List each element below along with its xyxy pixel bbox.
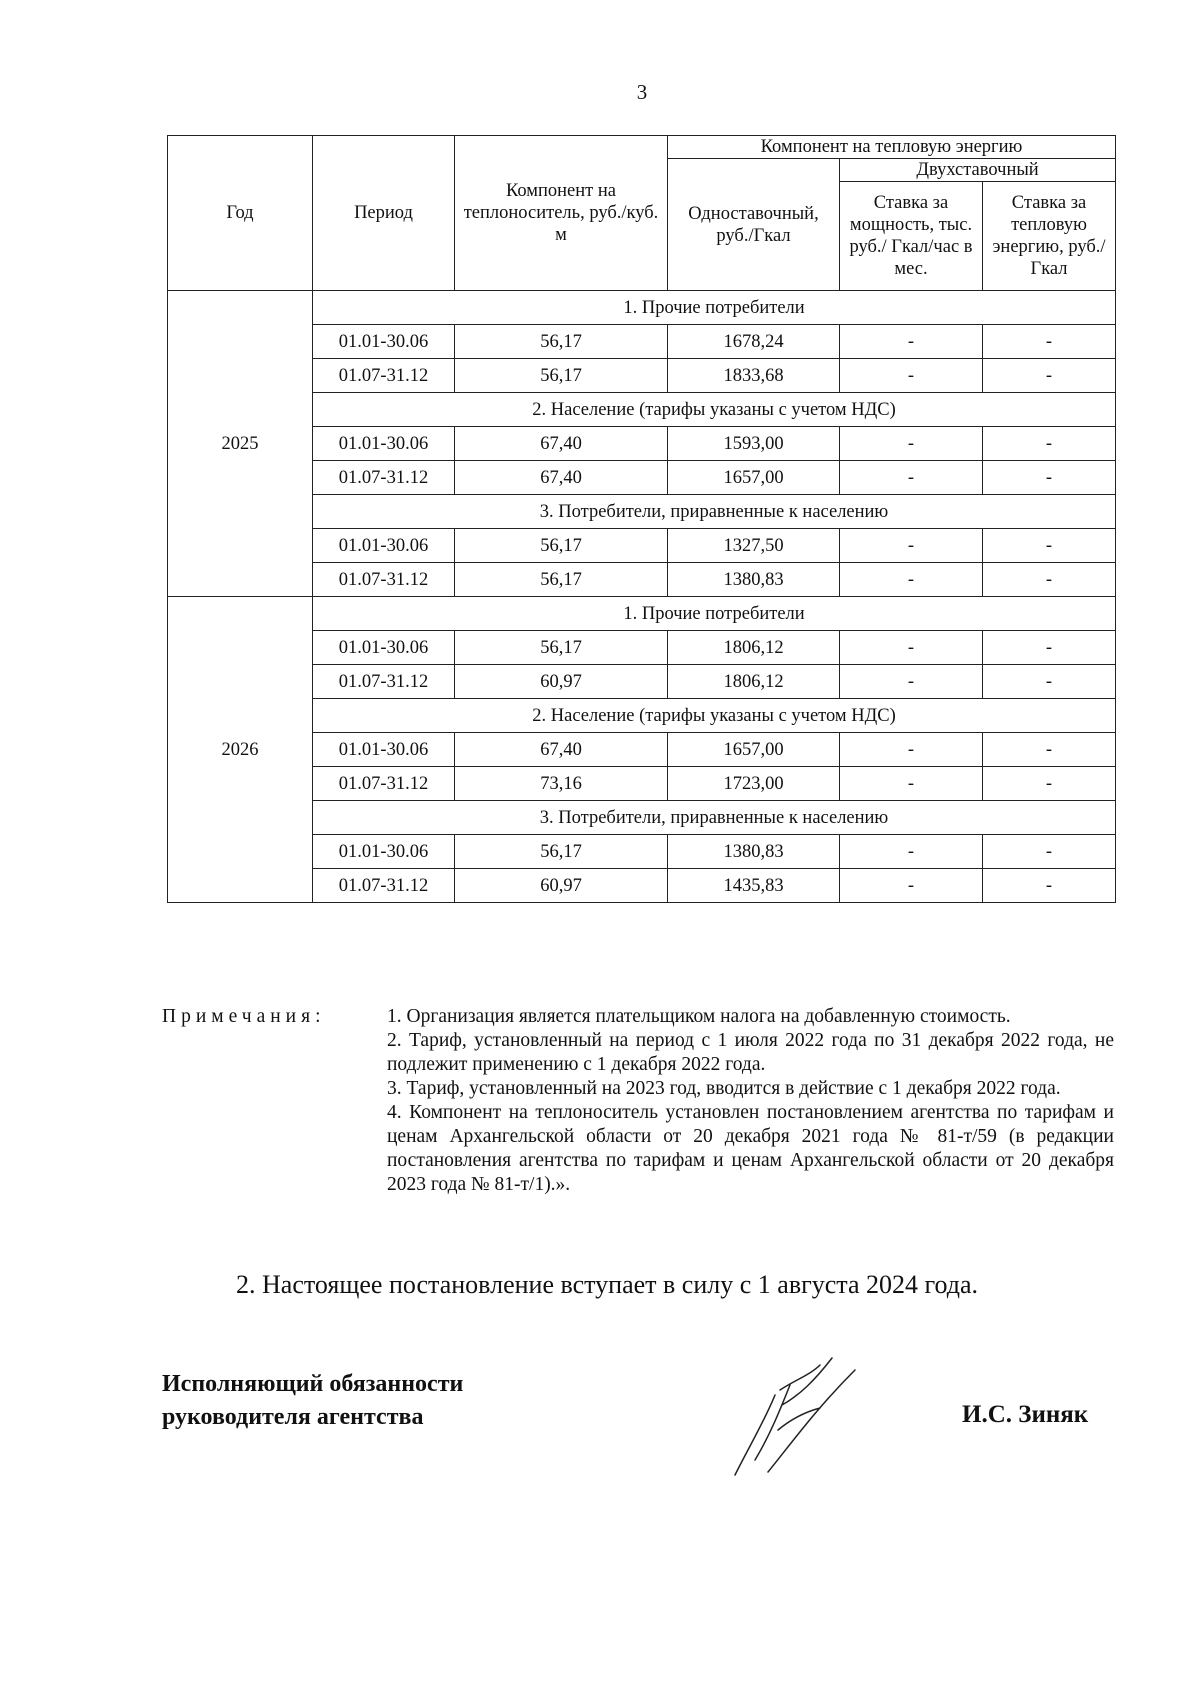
cell-single: 1678,24 [668,325,840,359]
signer-position-line1: Исполняющий обязанности [162,1371,464,1397]
cell-single: 1327,50 [668,529,840,563]
section-row [168,597,1116,631]
signer-position-line2: руководителя агентства [162,1404,424,1430]
cell-capacity: - [840,427,983,461]
cell-capacity: - [840,767,983,801]
cell-coolant: 56,17 [455,359,668,393]
cell-energy: - [983,427,1116,461]
year-cell: 2025 [168,291,313,597]
cell-single: 1833,68 [668,359,840,393]
cell-coolant: 73,16 [455,767,668,801]
page-number: 3 [636,80,648,104]
section-title: 2. Население (тарифы указаны с учетом НДС) [313,393,1116,427]
cell-energy: - [983,529,1116,563]
cell-period: 01.01-30.06 [313,631,455,665]
cell-coolant: 60,97 [455,665,668,699]
year-cell: 2026 [168,597,313,903]
cell-period: 01.01-30.06 [313,733,455,767]
section-title: 2. Население (тарифы указаны с учетом НДС) [313,699,1116,733]
header-thermal-group: Компонент на тепловую энергию [668,136,1116,159]
header-energy-rate: Ставка за тепловую энергию, руб./Гкал [983,182,1116,291]
table-body [168,291,1116,903]
cell-capacity: - [840,563,983,597]
cell-single: 1435,83 [668,869,840,903]
cell-period: 01.01-30.06 [313,325,455,359]
cell-single: 1723,00 [668,767,840,801]
cell-energy: - [983,359,1116,393]
cell-energy: - [983,563,1116,597]
cell-period: 01.07-31.12 [313,767,455,801]
section-title: 1. Прочие потребители [313,597,1116,631]
note-item: 2. Тариф, установленный на период с 1 июля 2022 года по 31 декабря 2022 года, не подлежит применению с 1 декабря 2022 года. [387,1030,1114,1075]
cell-coolant: 56,17 [455,835,668,869]
cell-period: 01.01-30.06 [313,529,455,563]
handwritten-signature [720,1350,870,1480]
cell-energy: - [983,325,1116,359]
cell-period: 01.01-30.06 [313,835,455,869]
signer-name: И.С. Зиняк [962,1401,1089,1428]
cell-capacity: - [840,835,983,869]
cell-coolant: 56,17 [455,325,668,359]
cell-energy: - [983,835,1116,869]
cell-capacity: - [840,529,983,563]
cell-coolant: 56,17 [455,631,668,665]
header-capacity-rate: Ставка за мощность, тыс. руб./ Гкал/час в мес. [840,182,983,291]
cell-energy: - [983,631,1116,665]
notes-list [387,1005,1114,1197]
cell-coolant: 67,40 [455,733,668,767]
note-item: 3. Тариф, установленный на 2023 год, вводится в действие с 1 декабря 2022 года. [387,1078,1061,1099]
cell-period: 01.01-30.06 [313,427,455,461]
cell-coolant: 67,40 [455,461,668,495]
cell-coolant: 60,97 [455,869,668,903]
cell-single: 1806,12 [668,631,840,665]
cell-coolant: 56,17 [455,529,668,563]
cell-single: 1380,83 [668,563,840,597]
header-year: Год [168,136,313,291]
cell-period: 01.07-31.12 [313,665,455,699]
cell-energy: - [983,461,1116,495]
cell-capacity: - [840,665,983,699]
cell-period: 01.07-31.12 [313,563,455,597]
cell-single: 1657,00 [668,733,840,767]
cell-period: 01.07-31.12 [313,869,455,903]
cell-energy: - [983,869,1116,903]
cell-capacity: - [840,733,983,767]
cell-capacity: - [840,631,983,665]
note-item: 1. Организация является плательщиком налога на добавленную стоимость. [387,1006,1011,1027]
cell-coolant: 56,17 [455,563,668,597]
cell-single: 1806,12 [668,665,840,699]
section-row [168,291,1116,325]
section-title: 1. Прочие потребители [313,291,1116,325]
cell-period: 01.07-31.12 [313,359,455,393]
header-coolant: Компонент на теплоноситель, руб./куб. м [455,136,668,291]
signer-position [162,1368,463,1434]
tariff-table [167,135,1116,903]
cell-single: 1380,83 [668,835,840,869]
cell-capacity: - [840,325,983,359]
note-item: 4. Компонент на теплоноситель установлен постановлением агентства по тарифам и ценам Архангельской области от 20 декабря 2021 года № 81-т/59 (в редакции постановления агентства по тарифам и ценам Архангельской области от 20 декабря 2023 года № 81-т/1).». [387,1102,1114,1195]
cell-coolant: 67,40 [455,427,668,461]
header-single-rate: Одноставочный, руб./Гкал [668,159,840,291]
cell-capacity: - [840,869,983,903]
cell-capacity: - [840,461,983,495]
cell-energy: - [983,665,1116,699]
section-title: 3. Потребители, приравненные к населению [313,801,1116,835]
notes-label: Примечания: [162,1006,326,1027]
decree-text: 2. Настоящее постановление вступает в силу с 1 августа 2024 года. [236,1270,979,1299]
header-two-rate: Двухставочный [840,159,1116,182]
header-period: Период [313,136,455,291]
cell-period: 01.07-31.12 [313,461,455,495]
cell-single: 1593,00 [668,427,840,461]
cell-capacity: - [840,359,983,393]
cell-single: 1657,00 [668,461,840,495]
section-title: 3. Потребители, приравненные к населению [313,495,1116,529]
cell-energy: - [983,767,1116,801]
cell-energy: - [983,733,1116,767]
